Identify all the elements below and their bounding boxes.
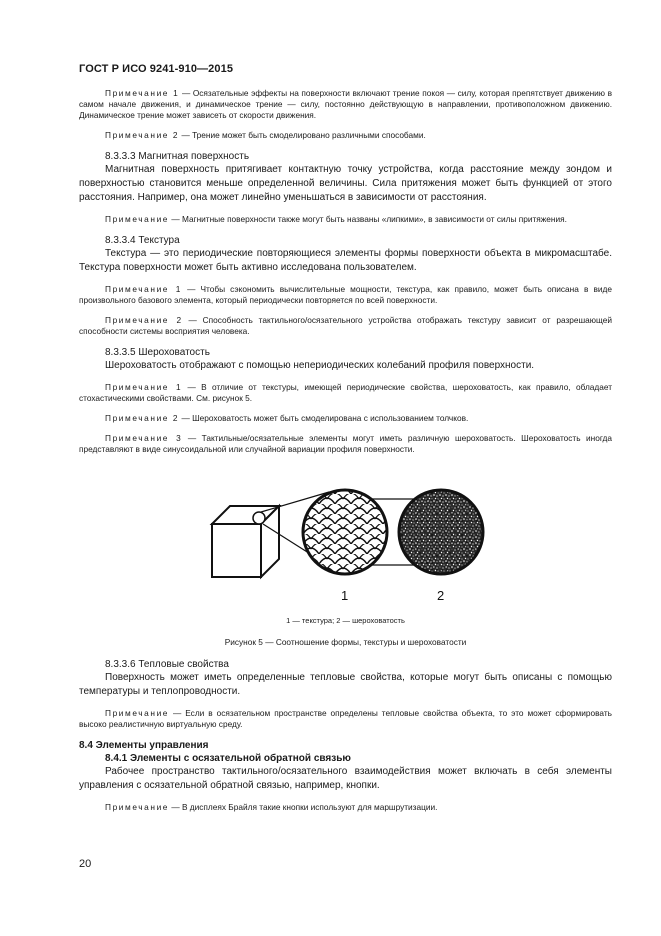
section-thermal-text: Поверхность может иметь определенные тепловые свойства, которые могут быть описаны с помощью температуры и теплопроводности. <box>79 672 612 697</box>
note-roughness-2 <box>79 413 612 424</box>
texture-circle <box>299 486 391 578</box>
section-haptic-controls-title: 8.4.1 Элементы с осязательной обратной связью <box>105 753 351 764</box>
section-magnetic-text: Магнитная поверхность притягивает контактную точку устройства, когда расстояние между зондом и поверхностью становится меньше определенной величины. Сила притяжения может быть функцией от этого расстояния. Например, она может линейно уменьшаться в зависимости от расстояния. <box>79 164 612 203</box>
figure-label-2: 2 <box>437 588 445 603</box>
note-text: — Чтобы сэкономить вычислительные мощности, текстура, как правило, может быть описана в виде произвольного базового элемента, который периодически повторяется по всей поверхности. <box>79 284 612 305</box>
note-label: Примечание 3 <box>105 433 183 443</box>
figure-caption: Рисунок 5 — Соотношение формы, текстуры и шероховатости <box>224 637 467 647</box>
figure-legend: 1 — текстура; 2 — шероховатость <box>286 616 405 625</box>
section-texture-title: 8.3.3.4 Текстура <box>105 235 180 246</box>
note-text: — Тактильные/осязательные элементы могут иметь различную шероховатость. Шероховатость иногда представляют в виде синусоидальной или случайной вариации профиля поверхности. <box>79 433 612 454</box>
note-friction-1 <box>79 88 612 121</box>
note-text: — Если в осязательном пространстве определены тепловые свойства объекта, то это может сформировать высоко реалистичную виртуальную среду. <box>79 708 612 729</box>
section-roughness-title: 8.3.3.5 Шероховатость <box>105 347 210 358</box>
note-roughness-1 <box>79 382 612 404</box>
note-label: Примечание 1 <box>105 284 182 294</box>
note-text: — Магнитные поверхности также могут быть названы «липкими», в зависимости от силы притяжения. <box>169 214 567 224</box>
note-text: — Трение может быть смоделировано различными способами. <box>179 130 426 140</box>
note-label: Примечание 2 <box>105 413 180 423</box>
figure-label-1: 1 <box>341 588 349 603</box>
note-label: Примечание 1 <box>105 88 180 98</box>
note-text: — В отличие от текстуры, имеющей периодические свойства, шероховатость, как правило, обладает стохастическими свойствами. См. рисунок 5. <box>79 382 612 403</box>
note-label: Примечание 2 <box>105 315 183 325</box>
note-label: Примечание <box>105 708 170 718</box>
note-texture-1 <box>79 284 612 306</box>
section-haptic-controls-text: Рабочее пространство тактильного/осязательного взаимодействия может включать в себя элементы управления с осязательной обратной связью, например, кнопки. <box>79 766 612 791</box>
note-roughness-3 <box>79 433 612 455</box>
note-texture-2 <box>79 315 612 337</box>
note-text: — В дисплеях Брайля такие кнопки используют для маршрутизации. <box>169 802 438 812</box>
note-magnetic <box>79 214 612 225</box>
section-thermal-title: 8.3.3.6 Тепловые свойства <box>105 659 229 670</box>
section-controls-title: 8.4 Элементы управления <box>79 740 209 751</box>
note-text: — Способность тактильного/осязательного устройства отображать текстуру зависит от разрешающей способности системы восприятия человека. <box>79 315 612 336</box>
note-label: Примечание <box>105 214 170 224</box>
note-thermal <box>79 708 612 730</box>
note-label: Примечание 1 <box>105 382 183 392</box>
note-text: — Шероховатость может быть смоделирована с использованием толчков. <box>179 413 469 423</box>
cube-shape <box>212 506 279 577</box>
section-magnetic-title: 8.3.3.3 Магнитная поверхность <box>105 151 250 162</box>
roughness-circle <box>395 486 487 578</box>
note-label: Примечание 2 <box>105 130 180 140</box>
standard-header: ГОСТ Р ИСО 9241-910—2015 <box>79 63 234 75</box>
figure-5-illustration <box>79 464 612 614</box>
page-number: 20 <box>79 858 92 870</box>
note-friction-2 <box>79 130 612 141</box>
note-braille <box>79 802 612 813</box>
figure-5 <box>79 464 612 614</box>
section-roughness-text: Шероховатость отображают с помощью непериодических колебаний профиля поверхности. <box>105 360 535 371</box>
note-text: — Осязательные эффекты на поверхности включают трение покоя — силу, которая препятствует движению в самом начале движения, и динамическое трение — силу, постоянно действующую в направлении, противоположном движению. Динамическое трение может зависеть от скорости движения. <box>79 88 612 120</box>
note-label: Примечание <box>105 802 170 812</box>
page-content <box>79 88 612 822</box>
section-texture-text: Текстура — это периодические повторяющиеся элементы формы поверхности объекта в микромасштабе. Текстура поверхности может быть активно исследована пользователем. <box>79 248 612 273</box>
